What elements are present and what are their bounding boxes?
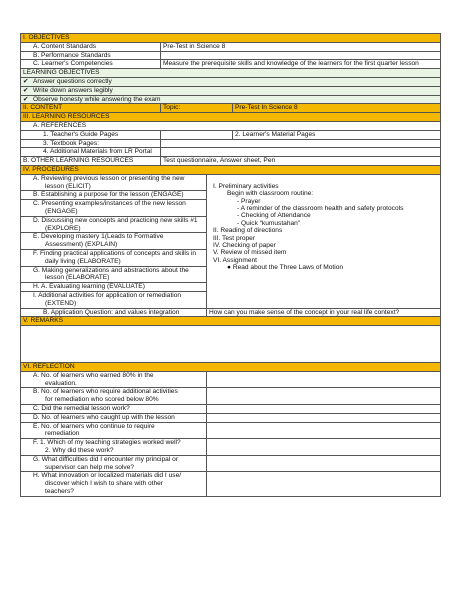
- teachers-guide-label: 1. Teacher's Guide Pages: [21, 130, 161, 139]
- procedure-activity-item: I. Preliminary activities: [213, 182, 279, 190]
- lesson-plan: [20, 33, 440, 497]
- procedure-activity-item: ● Read about the Three Laws of Motion: [227, 264, 344, 272]
- reflection-question: B. No. of learners who require additional activities for remediation who scored below 80%: [21, 388, 207, 405]
- reflection-question: H. What innovation or localized materials did I use/ discover which I wish to share with other teachers?: [21, 472, 207, 496]
- objective-label: C. Learner's Competencies: [21, 60, 161, 69]
- reflection-answer: [207, 413, 441, 422]
- reflection-answer: [207, 422, 441, 439]
- procedure-activity-item: - Checking of Attendance: [237, 212, 311, 220]
- reflection-header-row: [21, 363, 441, 372]
- procedure-step: G. Making generalizations and abstractions about the lesson (ELABORATE): [21, 266, 207, 283]
- learning-objective-row: [21, 86, 441, 95]
- other-resources-row: [21, 157, 441, 166]
- reflection-question: G. What difficulties did I encounter my principal or supervisor can help me solve?: [21, 455, 207, 472]
- learning-objective-row: [21, 95, 441, 104]
- check-icon: ✔: [23, 86, 29, 94]
- procedure-activity-item: V. Review of missed item: [213, 249, 287, 257]
- content-label: II. CONTENT: [21, 104, 161, 113]
- reflection-row: [21, 388, 441, 405]
- procedure-activity-item: VI. Assignment: [213, 256, 257, 264]
- reflection-row: [21, 413, 441, 422]
- reflection-row: [21, 405, 441, 414]
- reflection-row: [21, 371, 441, 388]
- procedure-step-row: [21, 174, 441, 191]
- guide-pages-row: [21, 130, 441, 139]
- objective-value: Measure the prerequisite skills and knowledge of the learners for the first quarter lesson: [161, 60, 441, 69]
- procedure-activity-item: Begin with classroom routine:: [227, 190, 314, 198]
- other-resources-value: Test questionnaire, Answer sheet, Pen: [161, 157, 441, 166]
- topic-label: Topic:: [161, 104, 233, 113]
- remarks-body-row: [21, 326, 441, 363]
- reflection-row: [21, 439, 441, 456]
- learning-objectives-header: LEARNING OBJECTIVES: [21, 69, 441, 78]
- teachers-guide-value: [161, 130, 233, 139]
- check-icon: ✔: [23, 95, 29, 103]
- objective-value: [161, 51, 441, 60]
- objectives-header-row: [21, 34, 441, 43]
- objective-value: Pre-Test in Science 8: [161, 42, 441, 51]
- remarks-body: [21, 326, 441, 363]
- reflection-row: [21, 472, 441, 496]
- reflection-question: A. No. of learners who earned 80% in the evaluation.: [21, 371, 207, 388]
- procedure-step: A. Reviewing previous lesson or presenting the new lesson (ELICIT): [21, 174, 207, 191]
- reflection-question: C. Did the remedial lesson work?: [21, 405, 207, 414]
- objectives-header: I. OBJECTIVES: [21, 34, 441, 43]
- application-value: How can you make sense of the concept in your real life context?: [207, 308, 441, 317]
- additional-materials-row: [21, 148, 441, 157]
- objective-label: A. Content Standards: [21, 42, 161, 51]
- reflection-header: VI. REFLECTION: [21, 363, 441, 372]
- resources-header-row: [21, 113, 441, 122]
- reflection-answer: [207, 472, 441, 496]
- reflection-answer: [207, 455, 441, 472]
- objective-row: [21, 42, 441, 51]
- references-row: [21, 121, 441, 130]
- textbook-row: [21, 139, 441, 148]
- reflection-question: E. No. of learners who continue to require remediation: [21, 422, 207, 439]
- procedure-step: E. Developing mastery 1(Leads to Formative Assessment) (EXPLAIN): [21, 233, 207, 250]
- learning-objective-row: [21, 77, 441, 86]
- objective-row: [21, 60, 441, 69]
- reflection-question: F. 1. Which of my teaching strategies worked well? 2. Why did these work?: [21, 439, 207, 456]
- procedure-step: D. Discussing new concepts and practicing new skills #1 (EXPLORE): [21, 216, 207, 233]
- procedure-step: F. Finding practical applications of concepts and skills in daily living (ELABORATE): [21, 249, 207, 266]
- reflection-question: D. No. of learners who caught up with the lesson: [21, 413, 207, 422]
- remarks-header-row: [21, 317, 441, 326]
- procedure-step: B. Establishing a purpose for the lesson (ENGAGE): [21, 191, 207, 200]
- learning-objectives-header-row: [21, 69, 441, 78]
- procedure-step: H. A. Evaluating learning (EVALUATE): [21, 283, 207, 292]
- application-row: [21, 308, 441, 317]
- reflection-answer: [207, 388, 441, 405]
- reflection-answer: [207, 439, 441, 456]
- remarks-header: V. REMARKS: [21, 317, 441, 326]
- references-label: A. REFERENCES: [21, 121, 441, 130]
- procedure-activity-item: - A reminder of the classroom health and safety protocols: [237, 204, 404, 212]
- procedures-header-row: [21, 165, 441, 174]
- application-label: B. Application Question: and values integration: [21, 308, 207, 317]
- learning-objective-text: Write down answers legibly: [33, 86, 113, 94]
- procedure-activity-item: III. Test proper: [213, 234, 256, 242]
- topic-value: Pre-Test In Science 8: [233, 104, 441, 113]
- reflection-answer: [207, 371, 441, 388]
- other-resources-label: B. OTHER LEARNING RESOURCES: [21, 157, 161, 166]
- lesson-plan-table: [20, 33, 441, 497]
- objective-label: B. Performance Standards: [21, 51, 161, 60]
- procedure-step: I. Additional activities for application or remediation (EXTEND): [21, 291, 207, 308]
- content-row: [21, 104, 441, 113]
- reflection-row: [21, 422, 441, 439]
- procedure-activity-item: - Prayer: [237, 197, 261, 205]
- procedure-activities: [207, 174, 441, 308]
- additional-materials-value: [161, 148, 441, 157]
- procedure-activity-item: - Quick “kumustahan”: [237, 219, 301, 227]
- learning-objective-text: Answer questions correctly: [33, 77, 112, 85]
- textbook-label: 3. Textbook Pages:: [21, 139, 161, 148]
- procedure-activity-item: IV. Checking of paper: [213, 242, 276, 249]
- check-icon: ✔: [23, 77, 29, 85]
- procedure-step: C. Presenting examples/instances of the new lesson (ENGAGE): [21, 200, 207, 217]
- procedures-header: IV. PROCEDURES: [21, 165, 441, 174]
- textbook-value: [161, 139, 441, 148]
- objective-row: [21, 51, 441, 60]
- learners-material-label: 2. Learner's Material Pages: [233, 130, 441, 139]
- additional-materials-label: 4. Additional Materials from LR Portal: [21, 148, 161, 157]
- resources-header: III. LEARNING RESOURCES: [21, 113, 441, 122]
- learning-objective-text: Observe honesty while answering the exam: [33, 95, 161, 103]
- reflection-row: [21, 455, 441, 472]
- procedure-activity-item: II. Reading of directions: [213, 227, 283, 235]
- reflection-answer: [207, 405, 441, 414]
